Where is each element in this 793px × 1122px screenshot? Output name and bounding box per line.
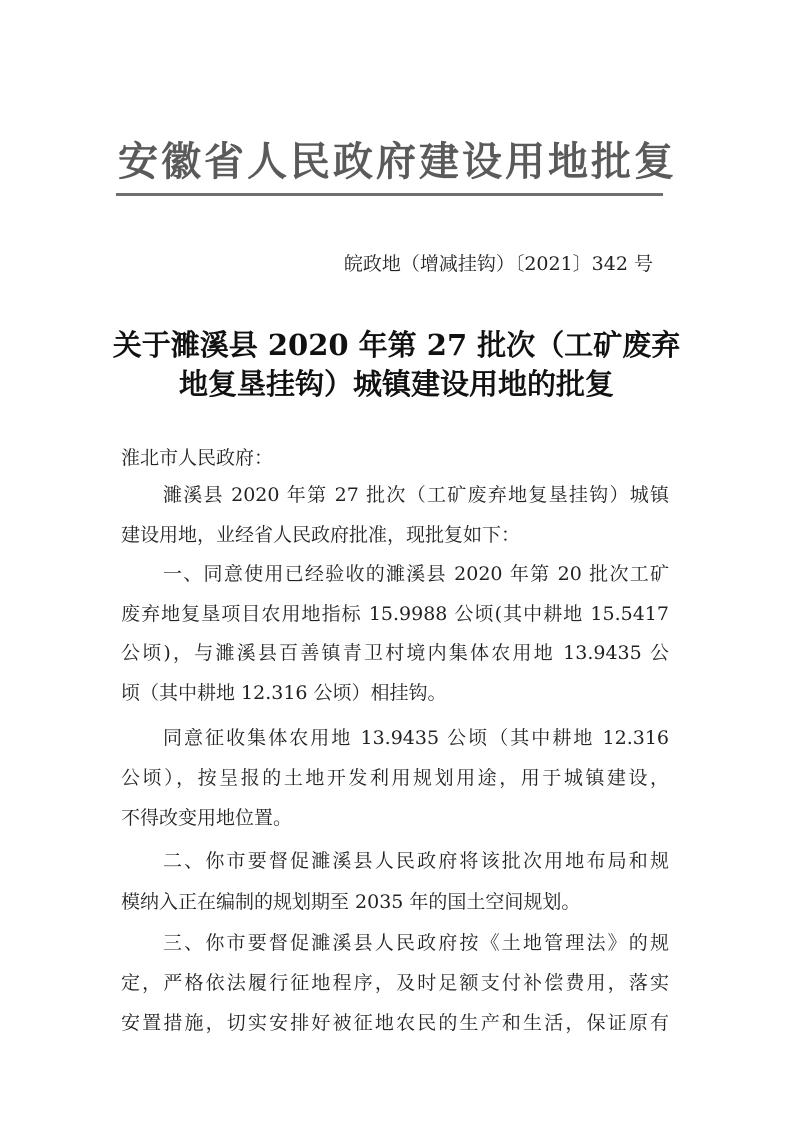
body-line: 二、你市要督促濉溪县人民政府将该批次用地布局和规 <box>163 850 669 872</box>
body-line: 废弃地复垦项目农用地指标 15.9988 公顷(其中耕地 15.5417 <box>121 603 669 625</box>
body-line: 同意征收集体农用地 13.9435 公顷（其中耕地 12.316 <box>163 727 669 749</box>
body-line: 模纳入正在编制的规划期至 2035 年的国土空间规划。 <box>121 891 581 913</box>
addressee: 淮北市人民政府： <box>121 447 274 469</box>
body-line: 不得改变用地位置。 <box>121 807 293 829</box>
document-title-line-1: 关于濉溪县 2020 年第 27 批次（工矿废弃 <box>112 328 681 362</box>
document-title-line-2: 地复垦挂钩）城镇建设用地的批复 <box>178 367 614 401</box>
body-line: 一、同意使用已经验收的濉溪县 2020 年第 20 批次工矿 <box>163 563 669 585</box>
body-line: 安置措施，切实安排好被征地农民的生产和生活，保证原有 <box>121 1012 669 1034</box>
body-line: 三、你市要督促濉溪县人民政府按《土地管理法》的规 <box>163 932 669 954</box>
letterhead-title: 安徽省人民政府建设用地批复 <box>118 138 677 185</box>
body-line: 公顷），按呈报的土地开发利用规划用途，用于城镇建设， <box>121 767 669 789</box>
body-line: 濉溪县 2020 年第 27 批次（工矿废弃地复垦挂钩）城镇 <box>163 484 669 506</box>
body-line: 公顷)，与濉溪县百善镇青卫村境内集体农用地 13.9435 公 <box>121 642 669 664</box>
body-line: 顷（其中耕地 12.316 公顷）相挂钩。 <box>121 682 447 704</box>
body-line: 建设用地，业经省人民政府批准，现批复如下： <box>121 524 521 546</box>
document-number: 皖政地（增减挂钩）〔2021〕342 号 <box>343 253 653 275</box>
body-line: 定，严格依法履行征地程序，及时足额支付补偿费用，落实 <box>121 972 669 994</box>
letterhead-rule <box>116 193 663 196</box>
